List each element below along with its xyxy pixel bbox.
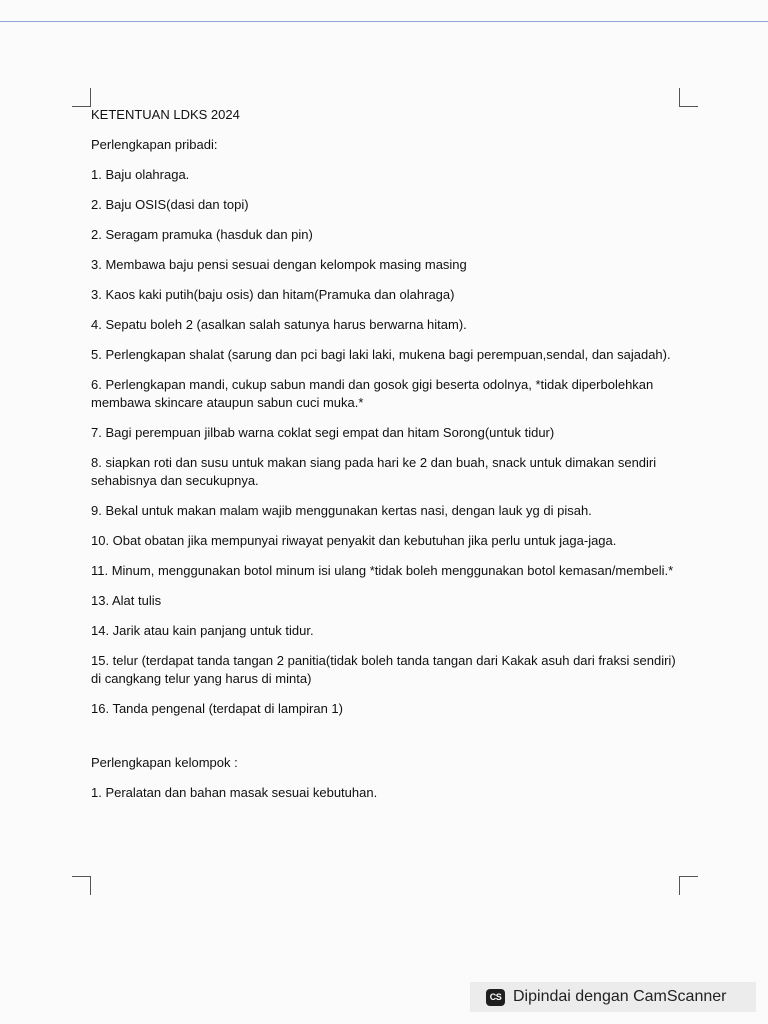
crop-mark-bottom-right (679, 876, 698, 895)
group-heading: Perlengkapan kelompok : (91, 755, 238, 770)
crop-mark-top-right (679, 88, 698, 107)
list-item: 15. telur (terdapat tanda tangan 2 panitia(tidak boleh tanda tangan dari Kakak asuh dari fraksi sendiri) di cangkang telur yang harus di minta) (91, 653, 676, 686)
list-item: 3. Kaos kaki putih(baju osis) dan hitam(Pramuka dan olahraga) (91, 287, 455, 302)
list-item: 11. Minum, menggunakan botol minum isi ulang *tidak boleh menggunakan botol kemasan/membeli.* (91, 563, 674, 578)
document-body (91, 106, 681, 814)
list-item: 7. Bagi perempuan jilbab warna coklat segi empat dan hitam Sorong(untuk tidur) (91, 425, 555, 440)
list-item: 6. Perlengkapan mandi, cukup sabun mandi dan gosok gigi beserta odolnya, *tidak diperbolehkan membawa skincare ataupun sabun cuci muka.* (91, 377, 654, 410)
list-item: 8. siapkan roti dan susu untuk makan siang pada hari ke 2 dan buah, snack untuk dimakan sendiri sehabisnya dan secukupnya. (91, 455, 657, 488)
list-item: 3. Membawa baju pensi sesuai dengan kelompok masing masing (91, 257, 467, 272)
watermark-label: Dipindai dengan CamScanner (513, 988, 727, 1005)
list-item: 1. Baju olahraga. (91, 167, 190, 182)
list-item: 5. Perlengkapan shalat (sarung dan pci bagi laki laki, mukena bagi perempuan,sendal, dan sajadah). (91, 347, 671, 362)
crop-mark-bottom-left (72, 876, 91, 895)
list-item: 2. Seragam pramuka (hasduk dan pin) (91, 227, 313, 242)
page-top-edge (0, 21, 768, 22)
list-item: 2. Baju OSIS(dasi dan topi) (91, 197, 249, 212)
crop-mark-top-left (72, 88, 91, 107)
list-item: 1. Peralatan dan bahan masak sesuai kebutuhan. (91, 785, 378, 800)
list-item: 16. Tanda pengenal (terdapat di lampiran 1) (91, 701, 343, 716)
list-item: 4. Sepatu boleh 2 (asalkan salah satunya harus berwarna hitam). (91, 317, 467, 332)
document-title: KETENTUAN LDKS 2024 (91, 107, 240, 122)
list-item: 10. Obat obatan jika mempunyai riwayat penyakit dan kebutuhan jika perlu untuk jaga-jaga. (91, 533, 617, 548)
list-item: 9. Bekal untuk makan malam wajib menggunakan kertas nasi, dengan lauk yg di pisah. (91, 503, 592, 518)
camscanner-watermark (470, 982, 756, 1012)
list-item: 14. Jarik atau kain panjang untuk tidur. (91, 623, 314, 638)
personal-heading: Perlengkapan pribadi: (91, 137, 218, 152)
camscanner-icon: CS (486, 989, 505, 1006)
list-item: 13. Alat tulis (91, 593, 162, 608)
